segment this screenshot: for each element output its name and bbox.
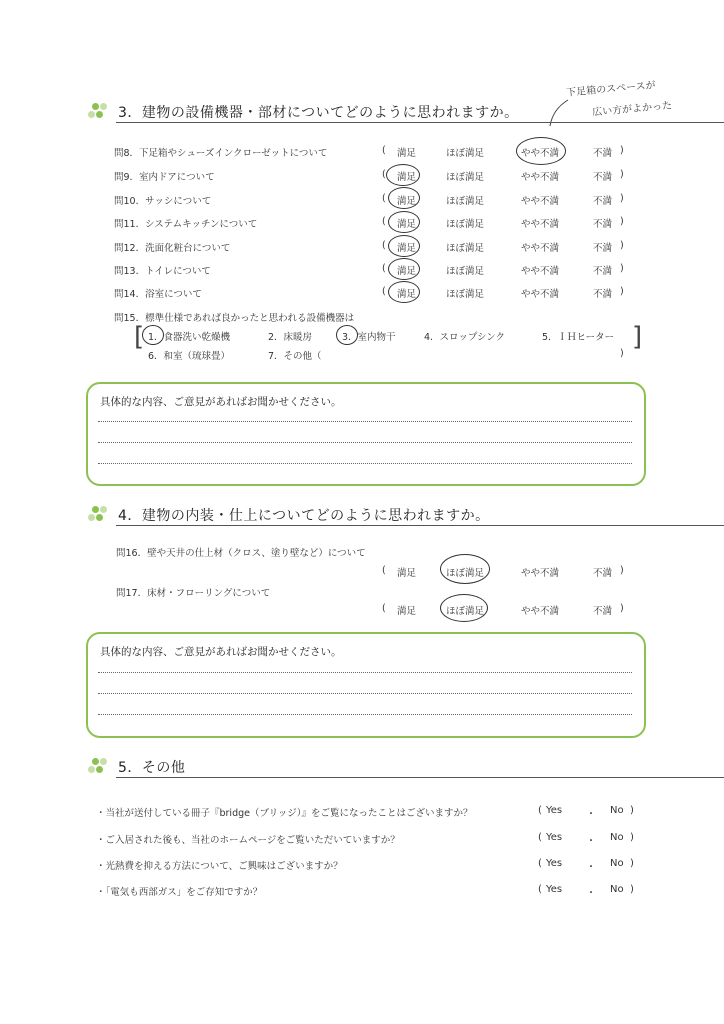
paren-open: ( [538, 805, 542, 816]
paren-open: ( [382, 193, 386, 204]
paren-close: ) [620, 193, 624, 204]
option-somewhat-dissatisfied[interactable]: やや不満 [521, 219, 560, 230]
leaf-icon [92, 103, 99, 110]
question-13-label: 問13．トイレについて [114, 266, 211, 277]
leaf-icon [96, 111, 103, 118]
option-dissatisfied[interactable]: 不満 [593, 172, 613, 183]
leaf-icon [88, 514, 95, 521]
paren-close: ) [620, 348, 624, 359]
paren-close: ) [620, 169, 624, 180]
equipment-option-2[interactable]: 2．床暖房 [268, 332, 313, 343]
section3-title: 3．建物の設備機器・部材についてどのように思われますか。 [118, 105, 519, 121]
selection-circle [388, 211, 420, 233]
option-somewhat-dissatisfied[interactable]: やや不満 [521, 148, 560, 159]
paren-open: ( [538, 884, 542, 895]
option-mostly-satisfied[interactable]: ほぼ満足 [446, 219, 485, 230]
selection-circle [388, 235, 420, 257]
paren-open: ( [538, 858, 542, 869]
option-dissatisfied[interactable]: 不満 [593, 196, 613, 207]
option-somewhat-dissatisfied[interactable]: やや不満 [521, 606, 560, 617]
option-dissatisfied[interactable]: 不満 [593, 243, 613, 254]
question-9-label: 問9．室内ドアについて [114, 172, 215, 183]
option-satisfied[interactable]: 満足 [397, 148, 417, 159]
no-option[interactable]: No [610, 858, 624, 869]
question-11-label: 問11．システムキッチンについて [114, 219, 258, 230]
paren-open: ( [382, 263, 386, 274]
separator-dot: ・ [586, 809, 596, 820]
paren-close: ) [620, 216, 624, 227]
no-option[interactable]: No [610, 805, 624, 816]
option-mostly-satisfied[interactable]: ほぼ満足 [446, 568, 485, 579]
paren-open: ( [382, 565, 386, 576]
yes-option[interactable]: Yes [546, 884, 563, 895]
separator-dot: ・ [586, 888, 596, 899]
yes-option[interactable]: Yes [546, 858, 563, 869]
option-mostly-satisfied[interactable]: ほぼ満足 [446, 172, 485, 183]
paren-close: ) [630, 805, 634, 816]
selection-circle [388, 258, 420, 280]
selection-circle [388, 187, 420, 209]
other-question-2: ・ご入居された後も、当社のホームページをご覧いただいていますか？ [96, 835, 400, 846]
leaf-icon [88, 111, 95, 118]
option-somewhat-dissatisfied[interactable]: やや不満 [521, 172, 560, 183]
selection-circle [516, 137, 566, 165]
paren-open: ( [382, 169, 386, 180]
paren-open: ( [382, 603, 386, 614]
leaf-icon [96, 766, 103, 773]
selection-circle [388, 281, 420, 303]
option-satisfied[interactable]: 満足 [397, 172, 417, 183]
section4-title: 4．建物の内装・仕上についてどのように思われますか。 [118, 508, 490, 524]
yes-option[interactable]: Yes [546, 805, 563, 816]
question-12-label: 問12．洗面化粧台について [114, 243, 231, 254]
bracket-right: ] [632, 322, 643, 352]
paren-close: ) [620, 565, 624, 576]
leaf-icon [96, 514, 103, 521]
leaf-icon [100, 506, 107, 513]
option-satisfied[interactable]: 満足 [397, 266, 417, 277]
option-somewhat-dissatisfied[interactable]: やや不満 [521, 266, 560, 277]
comment-box-section4[interactable] [86, 632, 646, 738]
question-17-label: 問17．床材・フローリングについて [116, 588, 271, 599]
option-dissatisfied[interactable]: 不満 [593, 148, 613, 159]
question-16-label: 問16．壁や天井の仕上材（クロス、塗り壁など）について [116, 548, 366, 559]
handwritten-note-line1: 下足箱のスペースが [565, 80, 656, 99]
writing-line [98, 693, 632, 694]
bracket-left: [ [134, 322, 145, 352]
yes-option[interactable]: Yes [546, 832, 563, 843]
separator-dot: ・ [586, 862, 596, 873]
equipment-option-7[interactable]: 7．その他（ [268, 351, 322, 362]
other-question-1: ・当社が送付している冊子『bridge（ブリッジ）』をご覧になったことはございますか？ [96, 808, 473, 819]
comment-box-section3[interactable] [86, 382, 646, 486]
option-satisfied[interactable]: 満足 [397, 606, 417, 617]
paren-close: ) [620, 603, 624, 614]
option-dissatisfied[interactable]: 不満 [593, 266, 613, 277]
section-divider [116, 525, 724, 526]
no-option[interactable]: No [610, 884, 624, 895]
comment-label: 具体的な内容、ご意見があればお聞かせください。 [100, 646, 342, 658]
paren-close: ) [620, 263, 624, 274]
equipment-option-4[interactable]: 4．スロップシンク [424, 332, 506, 343]
equipment-option-3[interactable]: 3．室内物干 [342, 332, 396, 343]
paren-close: ) [620, 145, 624, 156]
handwritten-arrow [540, 96, 580, 132]
paren-open: ( [382, 240, 386, 251]
option-mostly-satisfied[interactable]: ほぼ満足 [446, 196, 485, 207]
paren-open: ( [382, 216, 386, 227]
comment-label: 具体的な内容、ご意見があればお聞かせください。 [100, 396, 342, 408]
option-somewhat-dissatisfied[interactable]: やや不満 [521, 196, 560, 207]
selection-circle [336, 325, 358, 345]
option-mostly-satisfied[interactable]: ほぼ満足 [446, 606, 485, 617]
selection-circle [142, 325, 164, 345]
option-mostly-satisfied[interactable]: ほぼ満足 [446, 289, 485, 300]
equipment-option-6[interactable]: 6．和室（琉球畳） [148, 351, 231, 362]
paren-open: ( [382, 145, 386, 156]
equipment-option-5[interactable]: 5．ＩＨヒーター [542, 332, 615, 343]
option-satisfied[interactable]: 満足 [397, 289, 417, 300]
section-divider [116, 777, 724, 778]
other-question-4: ・「電気も西部ガス」をご存知ですか？ [96, 887, 263, 898]
option-dissatisfied[interactable]: 不満 [593, 219, 613, 230]
option-satisfied[interactable]: 満足 [397, 243, 417, 254]
paren-close: ) [630, 884, 634, 895]
option-mostly-satisfied[interactable]: ほぼ満足 [446, 243, 485, 254]
option-mostly-satisfied[interactable]: ほぼ満足 [446, 266, 485, 277]
other-question-3: ・光熱費を抑える方法について、ご興味はございますか？ [96, 861, 343, 872]
equipment-option-1[interactable]: 1．食器洗い乾燥機 [148, 332, 231, 343]
question-10-label: 問10．サッシについて [114, 196, 212, 207]
section5-title: 5．その他 [118, 760, 186, 776]
writing-line [98, 442, 632, 443]
option-somewhat-dissatisfied[interactable]: やや不満 [521, 243, 560, 254]
leaf-icon [92, 506, 99, 513]
option-dissatisfied[interactable]: 不満 [593, 606, 613, 617]
selection-circle [440, 594, 488, 622]
option-somewhat-dissatisfied[interactable]: やや不満 [521, 568, 560, 579]
option-satisfied[interactable]: 満足 [397, 568, 417, 579]
option-somewhat-dissatisfied[interactable]: やや不満 [521, 289, 560, 300]
question-14-label: 問14．浴室について [114, 289, 202, 300]
writing-line [98, 421, 632, 422]
option-dissatisfied[interactable]: 不満 [593, 289, 613, 300]
leaf-icon [100, 103, 107, 110]
writing-line [98, 672, 632, 673]
selection-circle [386, 164, 420, 186]
writing-line [98, 714, 632, 715]
paren-open: ( [538, 832, 542, 843]
separator-dot: ・ [586, 836, 596, 847]
option-mostly-satisfied[interactable]: ほぼ満足 [446, 148, 485, 159]
question-15-label: 問15．標準仕様であれば良かったと思われる設備機器は [114, 313, 355, 324]
no-option[interactable]: No [610, 832, 624, 843]
question-8-label: 問8．下足箱やシューズインクローゼットについて [114, 148, 328, 159]
paren-close: ) [620, 286, 624, 297]
section-divider [116, 122, 724, 123]
leaf-icon [100, 758, 107, 765]
paren-close: ) [630, 858, 634, 869]
paren-open: ( [382, 286, 386, 297]
leaf-icon [88, 766, 95, 773]
option-satisfied[interactable]: 満足 [397, 219, 417, 230]
writing-line [98, 463, 632, 464]
option-dissatisfied[interactable]: 不満 [593, 568, 613, 579]
handwritten-note-line2: 広い方がよかった [591, 100, 673, 119]
paren-close: ) [620, 240, 624, 251]
leaf-icon [92, 758, 99, 765]
option-satisfied[interactable]: 満足 [397, 196, 417, 207]
paren-close: ) [630, 832, 634, 843]
selection-circle [440, 554, 490, 584]
